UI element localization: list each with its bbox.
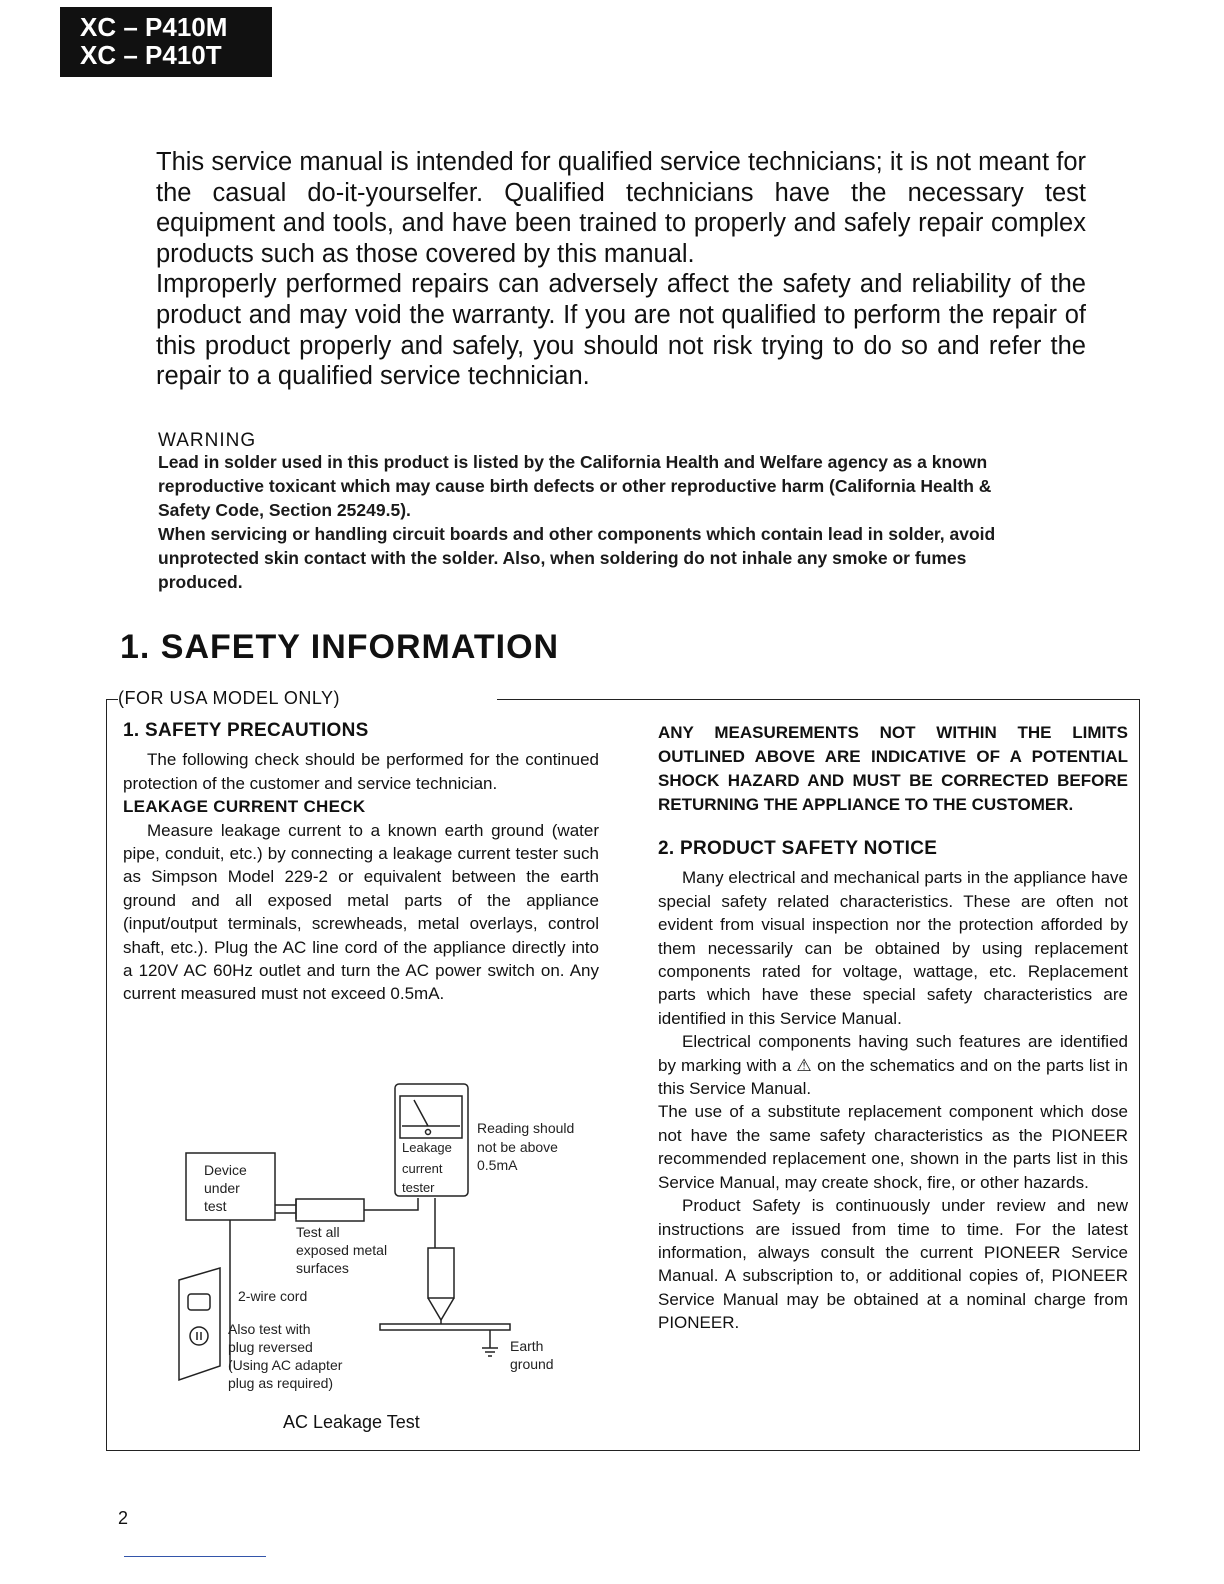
diagram-caption: AC Leakage Test xyxy=(283,1412,420,1432)
also-label-2: plug reversed xyxy=(228,1339,313,1355)
earth-label-2: ground xyxy=(510,1356,554,1372)
test-label-2: exposed metal xyxy=(296,1242,388,1258)
safety-precautions-column xyxy=(123,719,599,1006)
leakage-check-body: Measure leakage current to a known earth ground (water pipe, conduit, etc.) by connecting a leakage current tester such as Simpson Model 229-2 or equivalent between the earth ground and all exposed metal parts of the appliance (input/output terminals, screwheads, metal overlays, control shaft, etc.). Plug the AC line cord of the appliance directly into a 120V AC 60Hz outlet and turn the AC power switch on. Any current measured must not exceed 0.5mA. xyxy=(123,820,599,1004)
ground-probe-tip xyxy=(428,1298,454,1320)
product-safety-column xyxy=(658,721,1128,1335)
probe-body xyxy=(296,1199,364,1221)
also-label-3: (Using AC adapter xyxy=(228,1357,343,1373)
product-safety-paragraph-3: The use of a substitute replacement component which dose not have the same safety characteristics as the PIONEER recommended replacement one, shown in the parts list in this Service Manual, may create shock, fire, or other hazards. xyxy=(658,1102,1128,1192)
reading-label-3: 0.5mA xyxy=(477,1157,518,1173)
section-title: 1. SAFETY INFORMATION xyxy=(120,628,560,666)
tester-needle xyxy=(402,1100,460,1126)
earth-label-1: Earth xyxy=(510,1338,544,1354)
also-label-4: plug as required) xyxy=(228,1375,334,1391)
safety-precautions-intro: The following check should be performed for the continued protection of the customer and service technician. xyxy=(123,750,599,793)
page-number: 2 xyxy=(118,1508,129,1528)
intro-paragraph-1: This service manual is intended for qualified service technicians; it is not meant for the casual do-it-yourselfer. Qualified technicians have the necessary test equipment and tools, and have been trained to properly and safely repair complex products such as those covered by this manual. xyxy=(156,148,1086,268)
tester-pivot xyxy=(426,1130,431,1135)
model-line-1: XC – P410M xyxy=(80,12,228,42)
ground-probe-handle xyxy=(428,1248,454,1298)
product-safety-paragraph-1: Many electrical and mechanical parts in the appliance have special safety related characteristics. These are often not evident from visual inspection nor the protection afforded by them necessarily can be obtained by using replacement components rated for voltage, wattage, etc. Replacement parts which have these special safety characteristics are identified in this Service Manual. xyxy=(658,868,1128,1028)
reading-label-2: not be above xyxy=(477,1139,558,1155)
warning-title: WARNING xyxy=(158,430,257,451)
shock-hazard-warning: ANY MEASUREMENTS NOT WITHIN THE LIMITS OUTLINED ABOVE ARE INDICATIVE OF A POTENTIAL SHOCK HAZARD AND MUST BE CORRECTED BEFORE RETURNING THE APPLIANCE TO THE CUSTOMER. xyxy=(658,723,1128,814)
wall-outlet xyxy=(179,1268,220,1380)
model-badge xyxy=(60,7,272,77)
tester-label-3: tester xyxy=(402,1180,435,1195)
leakage-check-heading: LEAKAGE CURRENT CHECK xyxy=(123,797,366,817)
product-safety-paragraph-4: Product Safety is continuously under review and new instructions are issued from time to time. For the latest information, always consult the current PIONEER Service Manual. A subscription to, or additional copies of, PIONEER Service Manual may be obtained at a nominal charge from PIONEER. xyxy=(658,1196,1128,1333)
box-top-line xyxy=(497,699,1139,700)
cord-label: 2-wire cord xyxy=(238,1288,308,1304)
intro-text xyxy=(156,147,1086,392)
test-label-1: Test all xyxy=(296,1224,340,1240)
outlet-socket xyxy=(190,1327,208,1345)
ac-leakage-diagram xyxy=(170,1080,610,1440)
box-corner-line xyxy=(106,699,118,700)
outlet-plug xyxy=(188,1294,210,1310)
intro-paragraph-2: Improperly performed repairs can adversely affect the safety and reliability of the product and may void the warranty. If you are not qualified to perform the repair of this product properly and safely, you should not risk trying to do so and refer the repair to a qualified service technician. xyxy=(156,270,1086,391)
warning-paragraph-1: Lead in solder used in this product is listed by the California Health and Welfare agency as a known reproductive toxicant which may cause birth defects or other reproductive harm (California Health & Safety Code, Section 25249.5). xyxy=(158,452,992,520)
model-line-2: XC – P410T xyxy=(80,40,222,70)
device-label-2: under xyxy=(204,1180,240,1196)
earth-symbol xyxy=(482,1330,498,1356)
device-label-3: test xyxy=(204,1198,227,1214)
tester-label-1: Leakage xyxy=(402,1140,452,1155)
earth-bar xyxy=(380,1324,510,1330)
warning-paragraph-2: When servicing or handling circuit boards and other components which contain lead in solder, avoid unprotected skin contact with the solder. Also, when soldering do not inhale any smoke or fumes produced. xyxy=(158,524,996,592)
safety-precautions-heading: 1. SAFETY PRECAUTIONS xyxy=(123,720,369,741)
product-safety-paragraph-2: Electrical components having such features are identified by marking with a ⚠ on the schematics and on the parts list in this Service Manual. xyxy=(658,1032,1128,1099)
test-label-3: surfaces xyxy=(296,1260,349,1276)
device-lead xyxy=(275,1199,296,1219)
reading-label-1: Reading should xyxy=(477,1120,575,1136)
also-label-1: Also test with xyxy=(228,1321,311,1337)
probe-wire xyxy=(364,1198,418,1210)
usa-model-label: (FOR USA MODEL ONLY) xyxy=(118,688,344,709)
footer-rule xyxy=(124,1556,266,1557)
product-safety-heading: 2. PRODUCT SAFETY NOTICE xyxy=(658,838,938,859)
warning-body xyxy=(158,450,1018,594)
tester-label-2: current xyxy=(402,1161,443,1176)
device-label-1: Device xyxy=(204,1162,247,1178)
